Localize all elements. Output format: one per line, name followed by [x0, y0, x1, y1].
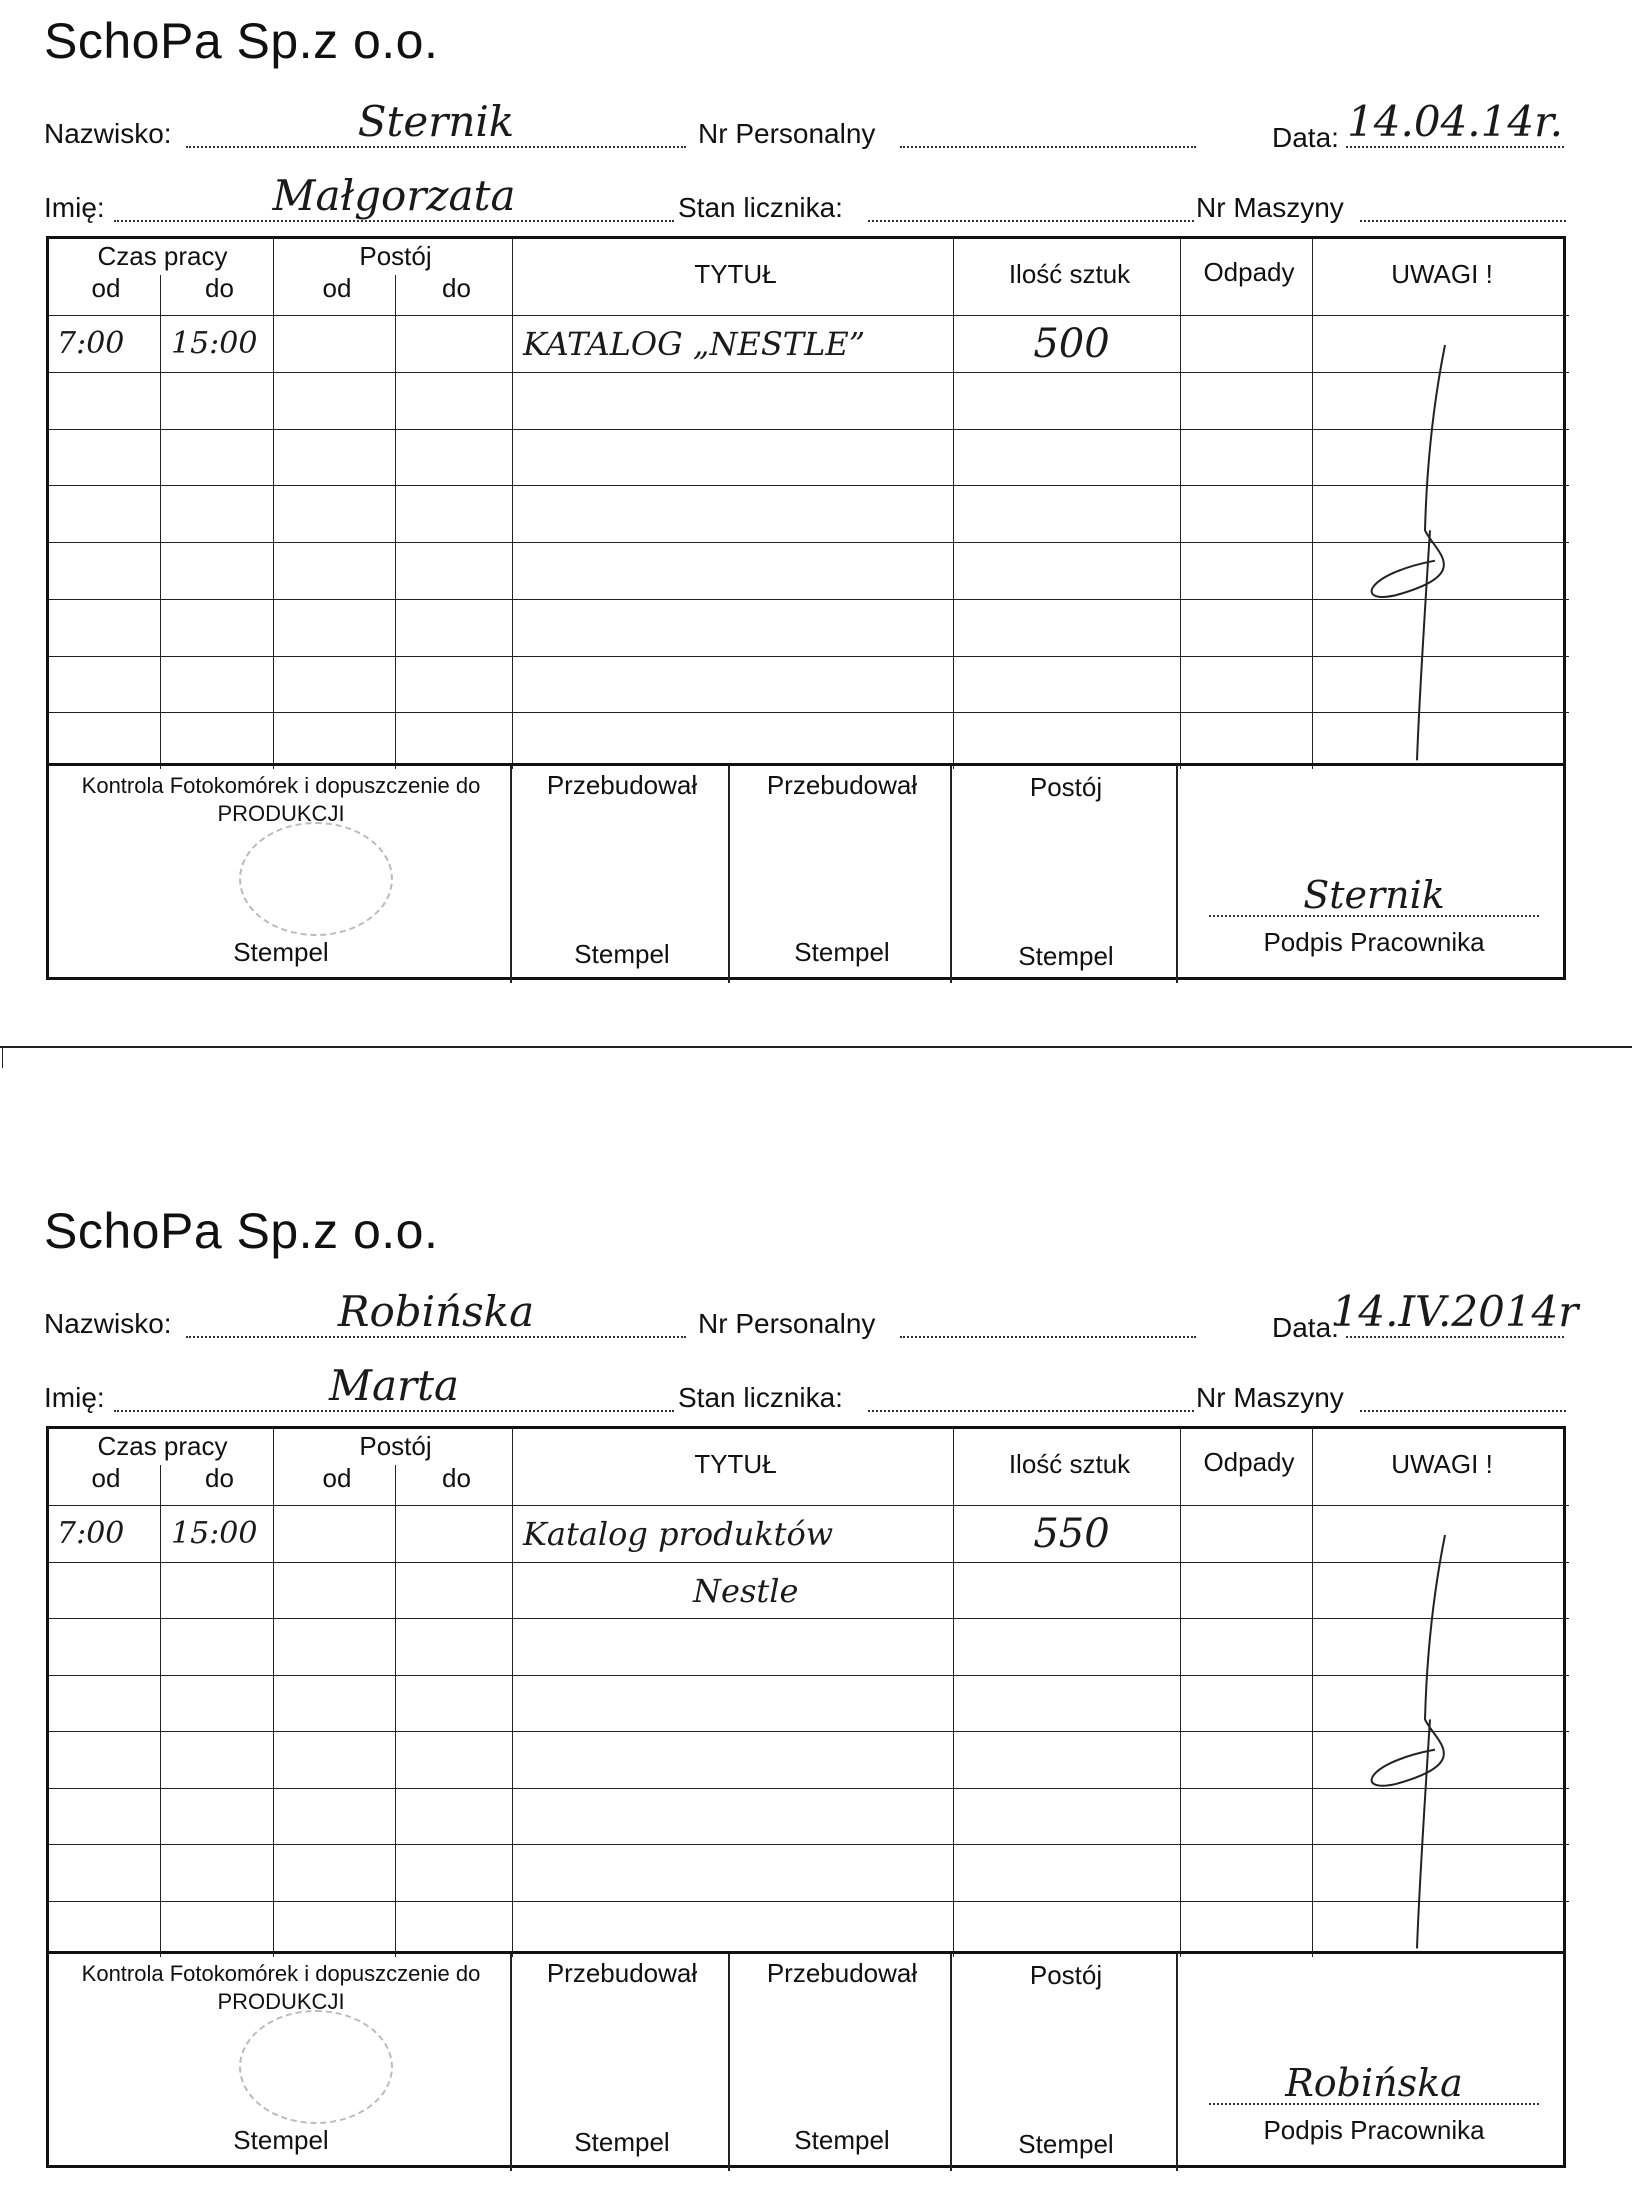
counter-label: Stan licznika: [678, 192, 843, 223]
row-downtime-from[interactable] [284, 1509, 394, 1560]
company-name: SchoPa Sp.z o.o. [44, 1203, 439, 1259]
date-value: 14.04.14r. [1347, 97, 1563, 146]
table-column-divider [1180, 1429, 1181, 1957]
row-time-to[interactable] [171, 1679, 272, 1730]
row-title[interactable] [523, 1622, 952, 1673]
row-time-from[interactable]: 7:00 [57, 326, 125, 361]
work-time-header: Czas pracy [97, 1431, 228, 1461]
downtime-to-header: do [442, 1463, 471, 1493]
title-header: TYTUŁ [694, 1449, 777, 1479]
first-name-value: Marta [328, 1361, 460, 1410]
notes-scribble-mark [1335, 1525, 1495, 1957]
row-time-to[interactable] [171, 1905, 272, 1956]
row-waste[interactable] [1191, 1566, 1311, 1617]
machine-field[interactable] [1360, 1384, 1566, 1412]
machine-label: Nr Maszyny [1196, 1382, 1344, 1413]
counter-field[interactable] [868, 1384, 1194, 1412]
stamp-label-3[interactable]: Stempel [794, 2125, 890, 2155]
stamp-label-1[interactable]: Stempel [233, 2125, 329, 2155]
row-downtime-from[interactable] [284, 1792, 394, 1843]
photocell-control-label: Kontrola Fotokomórek i dopuszczenie do PRODUKCJI [81, 773, 481, 826]
downtime-header: Postój [359, 241, 432, 271]
surname-label: Nazwisko: [44, 1308, 172, 1339]
stamp-label-4[interactable]: Stempel [1018, 2129, 1114, 2159]
table-column-divider [273, 1429, 274, 1957]
surname-value: Robińska [337, 1287, 535, 1336]
work-time-to-header: do [205, 273, 234, 303]
row-time-to[interactable]: 15:00 [171, 1516, 258, 1551]
personal-number-label: Nr Personalny [698, 118, 876, 149]
row-time-from[interactable] [57, 1848, 159, 1899]
row-quantity[interactable] [964, 1566, 1179, 1617]
waste-header: Odpady [1203, 1447, 1295, 1477]
machine-label: Nr Maszyny [1196, 192, 1344, 223]
signature-label: Podpis Pracownika [1263, 2115, 1485, 2145]
row-downtime-to[interactable] [406, 1622, 511, 1673]
first-name-label: Imię: [44, 1382, 105, 1413]
row-waste[interactable] [1191, 1622, 1311, 1673]
row-time-from[interactable] [57, 1679, 159, 1730]
row-title[interactable] [523, 1679, 952, 1730]
waste-header: Odpady [1203, 257, 1295, 287]
row-quantity[interactable] [964, 1679, 1179, 1730]
surname-label: Nazwisko: [44, 118, 172, 149]
rebuilt-label-2: Przebudował [766, 1958, 918, 1988]
row-time-to[interactable]: 15:00 [171, 326, 258, 361]
downtime-from-header: od [322, 1463, 352, 1493]
row-time-to[interactable] [171, 1735, 272, 1786]
row-downtime-to[interactable] [406, 1848, 511, 1899]
row-time-to[interactable] [171, 1566, 272, 1617]
row-waste[interactable] [1191, 1905, 1311, 1956]
row-quantity[interactable] [964, 1848, 1179, 1899]
row-title[interactable] [523, 1848, 952, 1899]
quantity-header: Ilość sztuk [1008, 259, 1131, 289]
row-time-from[interactable] [57, 1566, 159, 1617]
row-quantity[interactable] [964, 1905, 1179, 1956]
row-downtime-from[interactable] [284, 1735, 394, 1786]
cut-line [0, 1046, 1632, 1048]
row-time-from[interactable] [57, 1792, 159, 1843]
row-downtime-from[interactable] [284, 1848, 394, 1899]
row-downtime-to[interactable] [406, 1679, 511, 1730]
row-downtime-to[interactable] [406, 1735, 511, 1786]
work-time-from-header: od [91, 273, 121, 303]
stamp-label-2[interactable]: Stempel [574, 2127, 670, 2157]
downtime-header: Postój [359, 1431, 432, 1461]
row-time-from[interactable] [57, 1622, 159, 1673]
notes-header: UWAGI ! [1391, 259, 1493, 289]
downtime-from-header: od [322, 273, 352, 303]
row-waste[interactable] [1191, 1735, 1311, 1786]
row-time-to[interactable] [171, 1848, 272, 1899]
row-downtime-to[interactable] [406, 1905, 511, 1956]
row-waste[interactable] [1191, 1848, 1311, 1899]
row-downtime-to[interactable] [406, 1792, 511, 1843]
date-label: Data: [1272, 122, 1339, 153]
row-time-from[interactable]: 7:00 [57, 1516, 125, 1551]
photocell-control-label: Kontrola Fotokomórek i dopuszczenie do PRODUKCJI [81, 1961, 481, 2014]
row-title[interactable] [523, 1905, 952, 1956]
downtime-to-header: do [442, 273, 471, 303]
row-downtime-from[interactable] [284, 1622, 394, 1673]
quantity-header: Ilość sztuk [1008, 1449, 1131, 1479]
row-quantity[interactable]: 500 [1033, 321, 1110, 367]
row-quantity[interactable]: 550 [1033, 1511, 1110, 1557]
personal-number-label: Nr Personalny [698, 1308, 876, 1339]
first-name-field[interactable] [114, 1361, 674, 1412]
date-label: Data: [1272, 1312, 1339, 1343]
notes-header: UWAGI ! [1391, 1449, 1493, 1479]
employee-signature[interactable]: Robińska [1285, 2061, 1463, 2105]
table-column-divider [395, 1465, 396, 1957]
row-title[interactable]: Katalog produktów [523, 1515, 834, 1553]
row-downtime-to[interactable] [406, 1566, 511, 1617]
row-time-to[interactable] [171, 1792, 272, 1843]
employee-signature[interactable]: Sternik [1303, 873, 1445, 917]
rebuilt-label-1: Przebudował [546, 770, 698, 800]
cut-line-tick [2, 1046, 3, 1068]
first-name-value: Małgorzata [272, 171, 516, 220]
company-name: SchoPa Sp.z o.o. [44, 13, 439, 69]
row-title[interactable]: Nestle [693, 1571, 799, 1610]
approval-box [46, 1951, 1566, 2168]
row-quantity[interactable] [964, 1735, 1179, 1786]
work-time-header: Czas pracy [97, 241, 228, 271]
work-time-to-header: do [205, 1463, 234, 1493]
signature-label: Podpis Pracownika [1263, 927, 1485, 957]
rebuilt-label-1: Przebudował [546, 1958, 698, 1988]
row-title[interactable] [523, 1792, 952, 1843]
rebuilt-label-2: Przebudował [766, 770, 918, 800]
row-waste[interactable] [1191, 1792, 1311, 1843]
personal-number-field[interactable] [900, 1310, 1196, 1338]
stamp-label-2[interactable]: Stempel [574, 939, 670, 969]
row-downtime-from[interactable] [284, 1566, 394, 1617]
stamp-label-3[interactable]: Stempel [794, 937, 890, 967]
row-waste[interactable] [1191, 1679, 1311, 1730]
row-quantity[interactable] [964, 1792, 1179, 1843]
table-column-divider [953, 1429, 954, 1957]
row-downtime-from[interactable] [284, 1679, 394, 1730]
stamp-label-1[interactable]: Stempel [233, 937, 329, 967]
table-column-divider [160, 1465, 161, 1957]
row-time-from[interactable] [57, 1905, 159, 1956]
stamp-mark [239, 2010, 393, 2124]
table-row-divider [49, 1505, 1569, 1506]
first-name-label: Imię: [44, 192, 105, 223]
date-field[interactable] [1331, 1287, 1579, 1338]
signature-line [1209, 2077, 1539, 2105]
counter-label: Stan licznika: [678, 1382, 843, 1413]
row-quantity[interactable] [964, 1622, 1179, 1673]
title-header: TYTUŁ [694, 259, 777, 289]
row-waste[interactable] [1191, 1509, 1311, 1560]
downtime-footer-label: Postój [1029, 1960, 1103, 1990]
date-value: 14.IV.2014r [1331, 1287, 1579, 1336]
row-title[interactable]: KATALOG „NESTLE” [523, 325, 866, 363]
row-time-to[interactable] [171, 1622, 272, 1673]
stamp-label-4[interactable]: Stempel [1018, 941, 1114, 971]
surname-value: Sternik [357, 97, 515, 146]
table-column-divider [512, 1429, 513, 1957]
downtime-footer-label: Postój [1029, 772, 1103, 802]
work-time-from-header: od [91, 1463, 121, 1493]
row-time-from[interactable] [57, 1735, 159, 1786]
row-title[interactable] [523, 1735, 952, 1786]
production-table [46, 1426, 1566, 1954]
surname-field[interactable] [186, 1287, 686, 1338]
row-downtime-to[interactable] [406, 1509, 511, 1560]
table-column-divider [1312, 1429, 1313, 1957]
row-downtime-from[interactable] [284, 1905, 394, 1956]
